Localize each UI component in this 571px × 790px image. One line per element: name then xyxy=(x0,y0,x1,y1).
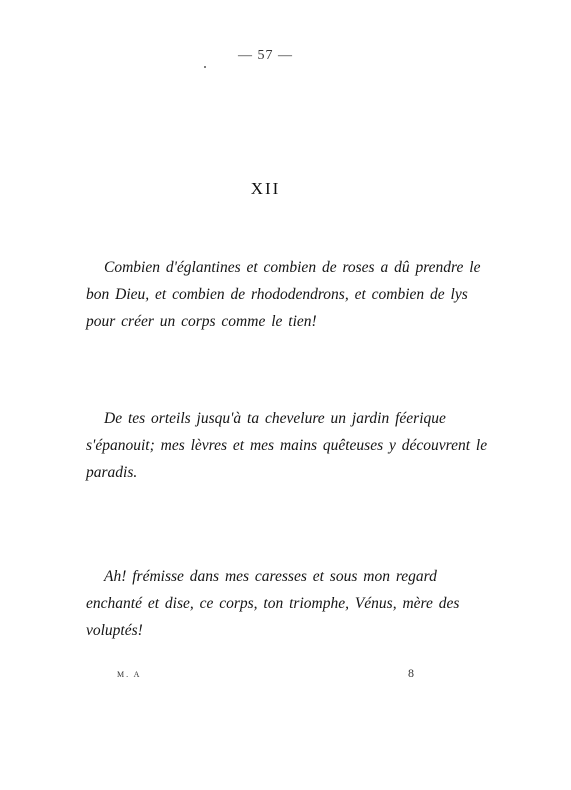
paragraph-line: Combien d'églantines et combien de roses a dû prendre le xyxy=(104,259,481,276)
signature-mark: M. A xyxy=(117,670,142,679)
paragraph-line: Ah! frémisse dans mes caresses et sous mon regard xyxy=(104,568,437,585)
paragraph-line: paradis. xyxy=(86,464,138,481)
paragraph-line: pour créer un corps comme le tien! xyxy=(86,313,317,330)
paragraph-3 xyxy=(86,563,466,644)
page-number: — 57 — xyxy=(238,48,293,63)
chapter-heading: XII xyxy=(250,179,281,199)
paragraph-2 xyxy=(86,405,488,486)
sheet-number: 8 xyxy=(408,666,414,680)
paragraph-line: bon Dieu, et combien de rhododendrons, et combien de lys xyxy=(86,286,468,303)
paragraph-line: enchanté et dise, ce corps, ton triomphe, Vénus, mère des xyxy=(86,595,460,612)
paragraph-line: s'épanouit; mes lèvres et mes mains quêteuses y découvrent le xyxy=(86,437,488,454)
paragraph-line: De tes orteils jusqu'à ta chevelure un jardin féerique xyxy=(104,410,446,427)
paragraph-line: voluptés! xyxy=(86,622,143,639)
ink-speck xyxy=(204,66,206,68)
paragraph-1 xyxy=(86,254,481,335)
